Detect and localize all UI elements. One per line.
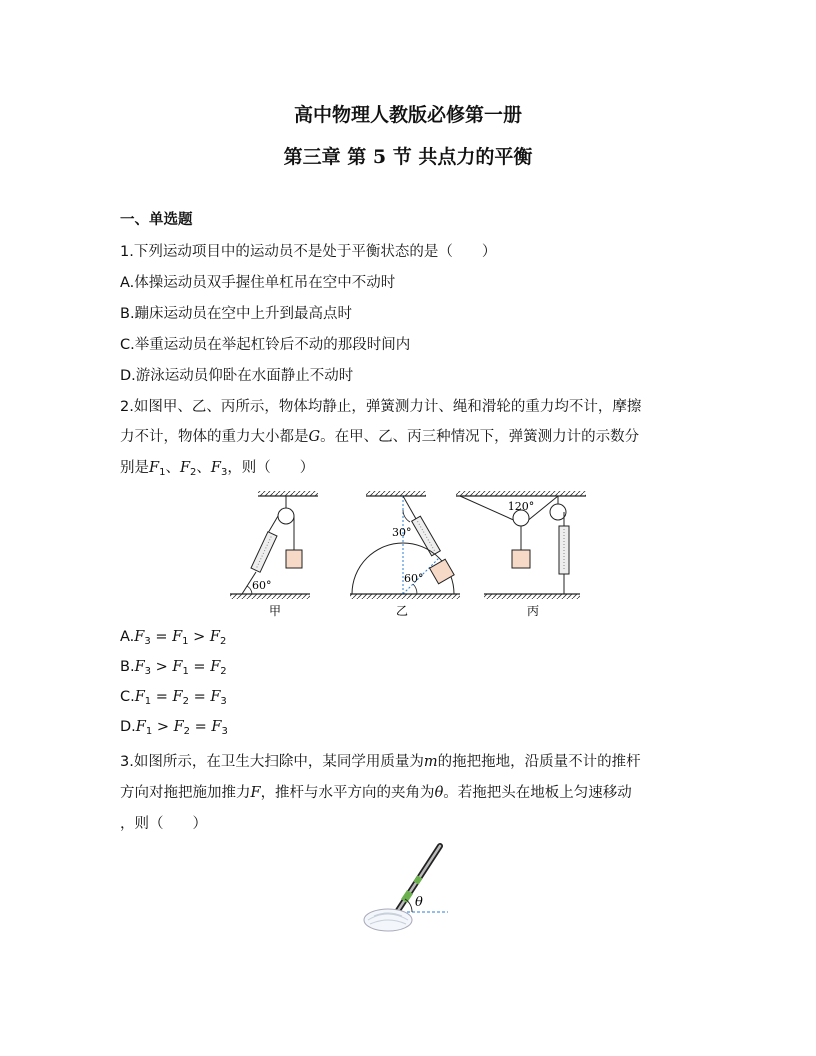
section-heading: 一、单选题: [120, 212, 193, 228]
q2-stem-line3: 别是$F_1$、$F_2$、$F_3$，则（ ）: [120, 460, 315, 478]
title-line2: 第三章 第 5 节 共点力的平衡: [283, 146, 533, 168]
figure-bing: [456, 491, 586, 618]
q2-stem-line1: 2.如图甲、乙、丙所示，物体均静止，弹簧测力计、绳和滑轮的重力均不计，摩擦: [120, 399, 642, 415]
q2-option-a: $A.F_3 = F_1 > F_2$: [120, 629, 227, 647]
q1-option-d: D.游泳运动员仰卧在水面静止不动时: [120, 368, 354, 384]
q1-option-c: C.举重运动员在举起杠铃后不动的那段时间内: [120, 337, 411, 353]
q2-option-b: $B.F_3 > F_1 = F_2$: [120, 659, 227, 677]
q2-option-d: $D.F_1 > F_2 = F_3$: [120, 719, 228, 737]
angle-yi-bottom: 60°: [404, 572, 424, 585]
label-bing: 丙: [526, 604, 540, 618]
q3-stem-line3: ，则（ ）: [120, 816, 207, 832]
q1-option-b: B.蹦床运动员在空中上升到最高点时: [120, 306, 353, 322]
figure-yi: [350, 491, 460, 618]
q1-option-a: A.体操运动员双手握住单杠吊在空中不动时: [120, 275, 396, 291]
q1-stem: 1.下列运动项目中的运动员不是处于平衡状态的是（ ）: [120, 244, 497, 260]
q2-option-c: $C.F_1 = F_2 = F_3$: [120, 689, 227, 707]
title-line1: 高中物理人教版必修第一册: [293, 104, 522, 126]
mop-figure: [360, 838, 460, 938]
angle-bing: 120°: [507, 500, 535, 513]
q3-stem-line1: 3.如图所示，在卫生大扫除中，某同学用质量为m的拖把拖地，沿质量不计的推杆: [120, 754, 641, 770]
mop-angle-theta: θ: [415, 895, 423, 910]
figure-jia: [230, 491, 318, 618]
spring-scale-icon: [412, 516, 441, 556]
q2-stem-line2: 力不计，物体的重力大小都是G。在甲、乙、丙三种情况下，弹簧测力计的示数分: [120, 429, 640, 445]
label-jia: 甲: [268, 604, 282, 618]
label-yi: 乙: [395, 604, 409, 618]
angle-yi-top: 30°: [392, 526, 412, 539]
angle-jia: 60°: [252, 579, 272, 592]
spring-scale-icon: [251, 532, 277, 572]
q2-figure: [228, 488, 590, 622]
q3-stem-line2: 方向对拖把施加推力F，推杆与水平方向的夹角为θ。若拖把头在地板上匀速移动: [120, 785, 632, 801]
pulley-icon: [278, 508, 294, 524]
